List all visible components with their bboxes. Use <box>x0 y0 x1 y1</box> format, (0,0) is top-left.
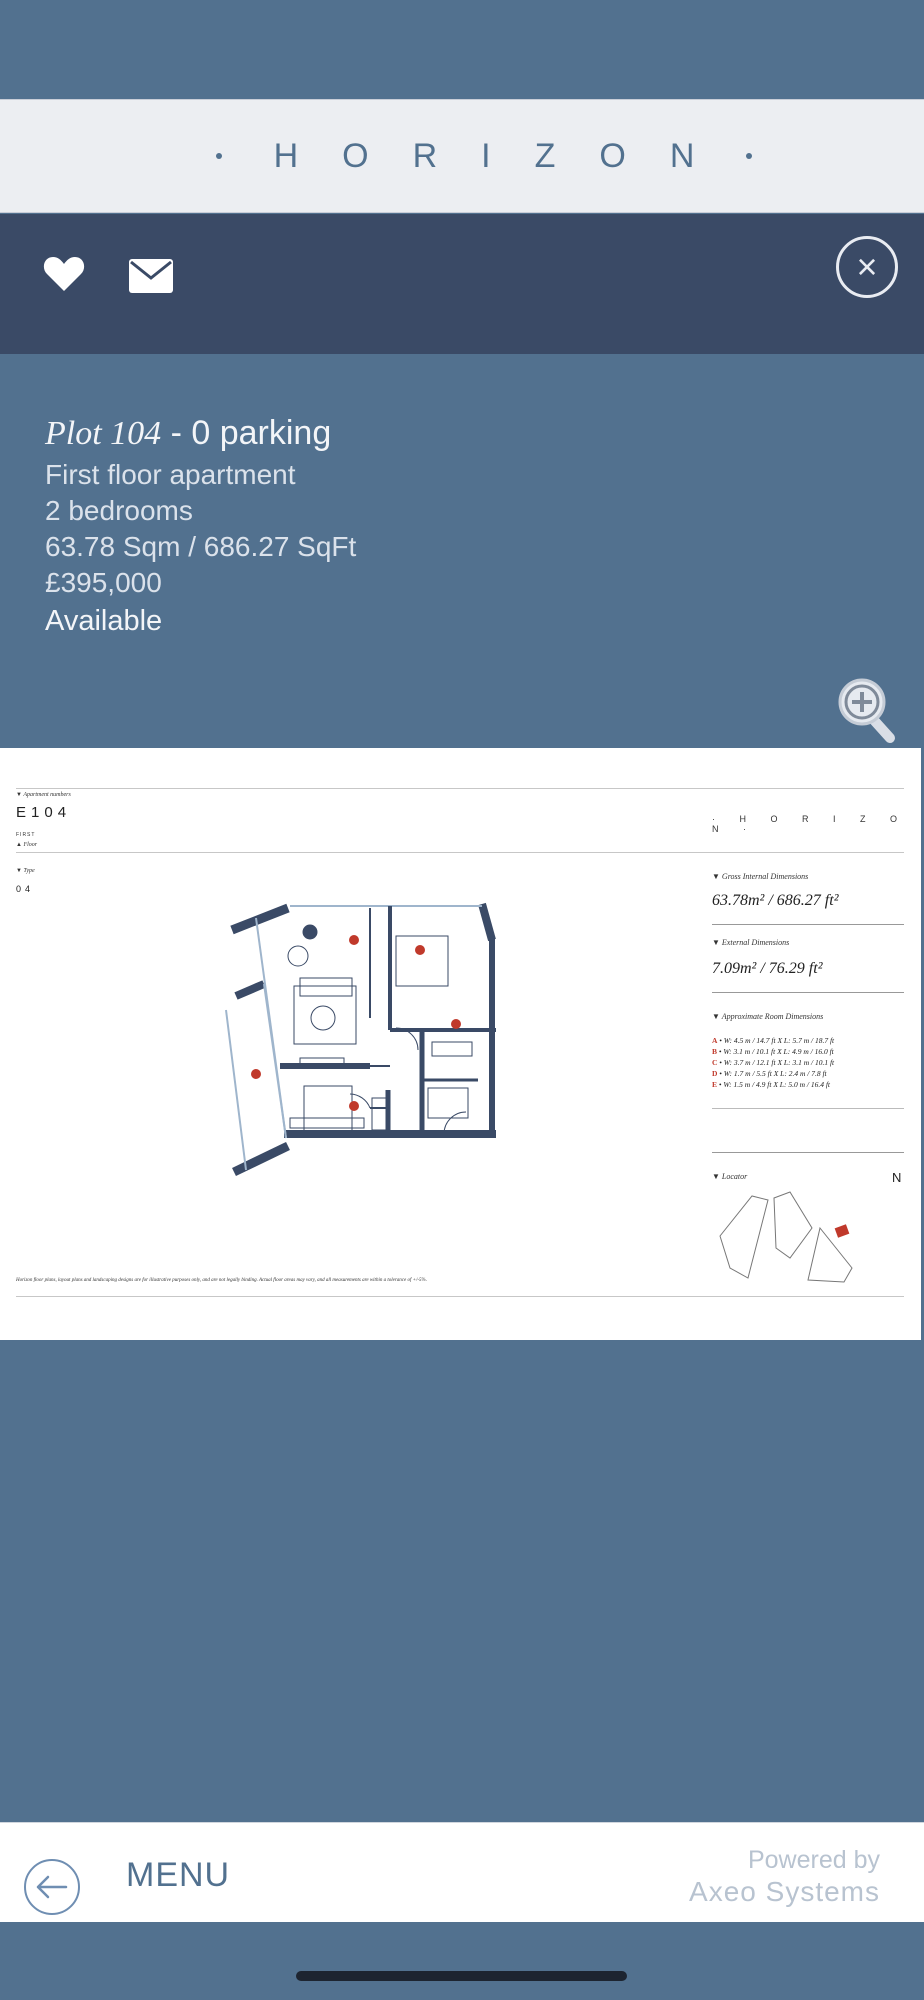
listing-title <box>45 410 356 457</box>
menu-button[interactable]: MENU <box>126 1856 231 1894</box>
room-dims: • W: 1.7 m / 5.5 ft X L: 2.4 m / 7.8 ft <box>717 1069 827 1078</box>
powered-by-label: Powered by <box>747 1846 880 1874</box>
brand-letter: O <box>342 136 413 175</box>
back-button[interactable] <box>24 1859 80 1915</box>
room-dimension-row <box>712 1069 827 1078</box>
brand-letter: O <box>599 136 670 175</box>
room-dimension-row <box>712 1080 830 1089</box>
divider <box>712 1152 904 1153</box>
plot-number: Plot 104 <box>45 415 162 452</box>
room-dims: • W: 3.1 m / 10.1 ft X L: 4.9 m / 16.0 ft <box>717 1047 834 1056</box>
parking-info: - 0 parking <box>161 414 332 452</box>
floor-info: First floor apartment <box>45 459 296 490</box>
apartment-numbers-label: ▼ Apartment numbers <box>16 792 71 798</box>
floor-label: ▲ Floor <box>16 842 38 848</box>
brand-letter: N <box>669 136 739 175</box>
card-logo: · H O R I Z O N · <box>712 814 908 834</box>
brand-letter: Z <box>534 136 600 175</box>
listing-info <box>45 410 356 639</box>
home-indicator <box>296 1971 627 1981</box>
room-letter: D <box>712 1069 718 1078</box>
brand-header <box>0 99 924 213</box>
heart-icon <box>42 253 86 293</box>
zoom-in-icon <box>836 676 896 744</box>
room-letter: B <box>712 1047 718 1056</box>
bedroom-count: 2 bedrooms <box>45 495 193 526</box>
arrow-left-icon <box>34 1873 70 1901</box>
divider <box>16 852 904 853</box>
brand-dot-left <box>216 153 222 159</box>
gross-dimensions-label: ▼ Gross Internal Dimensions <box>712 872 809 881</box>
company-name: Axeo Systems <box>689 1876 880 1907</box>
room-dimension-row <box>712 1058 834 1067</box>
close-icon: × <box>856 246 878 287</box>
brand-letter: I <box>481 136 535 175</box>
apartment-number: E104 <box>16 804 72 821</box>
locator-label: ▼ Locator <box>712 1172 748 1181</box>
room-letter: A <box>712 1036 718 1045</box>
zoom-button[interactable] <box>836 676 896 744</box>
room-dims: • W: 1.5 m / 4.9 ft X L: 5.0 m / 16.4 ft <box>717 1080 830 1089</box>
powered-by <box>689 1844 880 1908</box>
floor-plan-drawing <box>220 898 510 1218</box>
disclaimer: Horizon floor plans, layout plans and landscaping designs are for illustrative purposes only, and are not legally binding. Actual floor areas may vary, and all measurements are within a tolerance of +/-5%. <box>16 1278 427 1283</box>
brand-letter: R <box>412 136 482 175</box>
divider <box>16 1296 904 1297</box>
brand-logo <box>120 137 805 176</box>
brand-letter: H <box>273 136 343 175</box>
room-dimension-row <box>712 1036 834 1045</box>
brand-dot-right <box>746 153 752 159</box>
availability-status: Available <box>45 605 163 637</box>
divider <box>712 924 904 925</box>
type-value: 04 <box>16 884 35 894</box>
floor-name: FIRST <box>16 832 36 838</box>
divider <box>712 1108 904 1109</box>
type-label: ▼ Type <box>16 868 35 874</box>
external-dimensions-value: 7.09m² / 76.29 ft² <box>712 960 823 977</box>
room-dims: • W: 3.7 m / 12.1 ft X L: 3.1 m / 10.1 ft <box>717 1058 835 1067</box>
room-dims: • W: 4.5 m / 14.7 ft X L: 5.7 m / 18.7 ft <box>717 1036 835 1045</box>
close-button[interactable] <box>836 236 898 298</box>
price: £395,000 <box>45 567 162 598</box>
email-button[interactable] <box>128 258 174 294</box>
favorite-button[interactable] <box>40 252 88 294</box>
room-dimension-row <box>712 1047 834 1056</box>
divider <box>712 992 904 993</box>
room-dimensions-label: ▼ Approximate Room Dimensions <box>712 1012 824 1021</box>
gross-dimensions-value: 63.78m² / 686.27 ft² <box>712 892 839 909</box>
floor-plan-card[interactable] <box>0 748 921 1340</box>
room-letter: C <box>712 1058 718 1067</box>
north-indicator: N <box>892 1170 902 1185</box>
envelope-icon <box>129 259 173 293</box>
floor-area: 63.78 Sqm / 686.27 SqFt <box>45 531 357 562</box>
divider <box>16 788 904 789</box>
external-dimensions-label: ▼ External Dimensions <box>712 938 790 947</box>
room-letter: E <box>712 1080 718 1089</box>
locator-map <box>712 1188 892 1284</box>
